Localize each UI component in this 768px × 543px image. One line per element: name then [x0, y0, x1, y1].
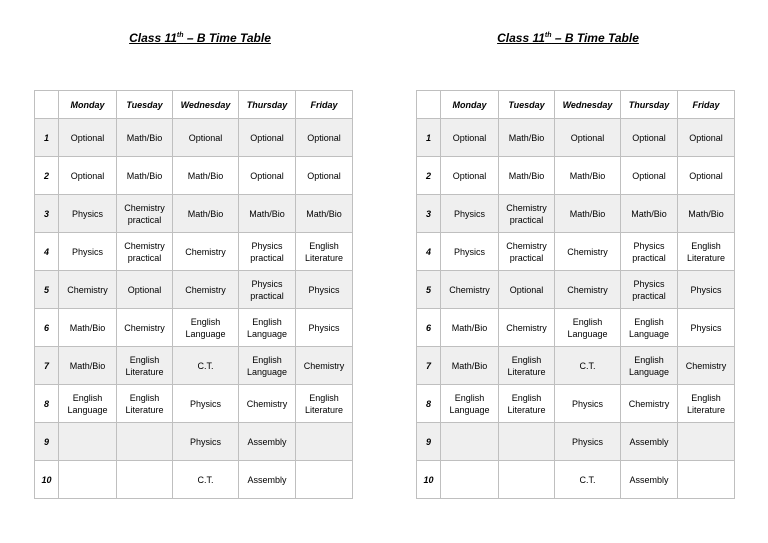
- period-number: 6: [417, 309, 441, 347]
- subject-cell: Optional: [441, 157, 499, 195]
- period-number: 8: [35, 385, 59, 423]
- subject-cell: Chemistry: [555, 271, 621, 309]
- period-row: [35, 423, 353, 461]
- period-row: [35, 309, 353, 347]
- period-number: 10: [417, 461, 441, 499]
- day-header: Friday: [296, 91, 353, 119]
- subject-cell: English Language: [173, 309, 239, 347]
- period-row: [35, 119, 353, 157]
- subject-cell: English Literature: [117, 385, 173, 423]
- subject-cell: Chemistry: [621, 385, 678, 423]
- subject-cell: Optional: [59, 119, 117, 157]
- subject-cell: English Language: [239, 347, 296, 385]
- subject-cell: English Language: [239, 309, 296, 347]
- subject-cell: Math/Bio: [117, 119, 173, 157]
- subject-cell: Optional: [441, 119, 499, 157]
- period-row: [417, 423, 735, 461]
- subject-cell: Math/Bio: [555, 157, 621, 195]
- subject-cell: Chemistry practical: [117, 233, 173, 271]
- period-number: 3: [417, 195, 441, 233]
- subject-cell: Chemistry: [499, 309, 555, 347]
- subject-cell: Math/Bio: [499, 157, 555, 195]
- day-header: Monday: [441, 91, 499, 119]
- period-row: [417, 119, 735, 157]
- subject-cell: C.T.: [555, 347, 621, 385]
- subject-cell: [117, 461, 173, 499]
- subject-cell: [678, 461, 735, 499]
- subject-cell: [296, 461, 353, 499]
- subject-cell: Optional: [296, 157, 353, 195]
- corner-cell: [35, 91, 59, 119]
- period-row: [35, 347, 353, 385]
- subject-cell: Physics: [555, 385, 621, 423]
- day-header: Wednesday: [555, 91, 621, 119]
- period-row: [417, 385, 735, 423]
- subject-cell: C.T.: [555, 461, 621, 499]
- corner-cell: [417, 91, 441, 119]
- subject-cell: Optional: [555, 119, 621, 157]
- day-header: Tuesday: [117, 91, 173, 119]
- subject-cell: Math/Bio: [59, 309, 117, 347]
- subject-cell: Physics: [59, 195, 117, 233]
- subject-cell: Assembly: [621, 423, 678, 461]
- period-number: 5: [35, 271, 59, 309]
- subject-cell: Optional: [678, 119, 735, 157]
- period-row: [417, 309, 735, 347]
- subject-cell: English Language: [621, 309, 678, 347]
- subject-cell: Physics: [678, 271, 735, 309]
- timetable-title-right: Class 11th – B Time Table: [497, 31, 639, 45]
- period-number: 7: [417, 347, 441, 385]
- subject-cell: Assembly: [239, 423, 296, 461]
- period-number: 7: [35, 347, 59, 385]
- subject-cell: English Literature: [117, 347, 173, 385]
- period-number: 8: [417, 385, 441, 423]
- period-row: [35, 157, 353, 195]
- period-row: [417, 157, 735, 195]
- subject-cell: English Literature: [296, 233, 353, 271]
- subject-cell: Chemistry: [555, 233, 621, 271]
- period-row: [417, 233, 735, 271]
- period-number: 6: [35, 309, 59, 347]
- subject-cell: Math/Bio: [555, 195, 621, 233]
- subject-cell: Math/Bio: [678, 195, 735, 233]
- period-row: [35, 271, 353, 309]
- subject-cell: [678, 423, 735, 461]
- subject-cell: Math/Bio: [173, 157, 239, 195]
- subject-cell: Physics practical: [239, 271, 296, 309]
- subject-cell: Optional: [678, 157, 735, 195]
- day-header: Friday: [678, 91, 735, 119]
- subject-cell: English Language: [621, 347, 678, 385]
- subject-cell: Optional: [239, 157, 296, 195]
- subject-cell: English Literature: [499, 347, 555, 385]
- subject-cell: English Literature: [678, 233, 735, 271]
- subject-cell: Chemistry: [59, 271, 117, 309]
- day-header: Thursday: [621, 91, 678, 119]
- subject-cell: [499, 461, 555, 499]
- subject-cell: [499, 423, 555, 461]
- subject-cell: Math/Bio: [621, 195, 678, 233]
- subject-cell: Optional: [59, 157, 117, 195]
- subject-cell: Math/Bio: [117, 157, 173, 195]
- subject-cell: Math/Bio: [59, 347, 117, 385]
- header-row: [417, 91, 735, 119]
- subject-cell: Optional: [621, 157, 678, 195]
- subject-cell: Chemistry practical: [499, 233, 555, 271]
- subject-cell: English Language: [441, 385, 499, 423]
- subject-cell: English Literature: [499, 385, 555, 423]
- day-header: Wednesday: [173, 91, 239, 119]
- period-row: [35, 233, 353, 271]
- subject-cell: Chemistry practical: [499, 195, 555, 233]
- subject-cell: Chemistry: [296, 347, 353, 385]
- subject-cell: Math/Bio: [239, 195, 296, 233]
- period-number: 9: [417, 423, 441, 461]
- subject-cell: Math/Bio: [173, 195, 239, 233]
- period-row: [417, 195, 735, 233]
- period-row: [417, 347, 735, 385]
- period-row: [417, 271, 735, 309]
- subject-cell: Math/Bio: [296, 195, 353, 233]
- subject-cell: Optional: [173, 119, 239, 157]
- subject-cell: Physics practical: [621, 271, 678, 309]
- subject-cell: Math/Bio: [441, 347, 499, 385]
- subject-cell: [117, 423, 173, 461]
- subject-cell: [59, 423, 117, 461]
- subject-cell: Math/Bio: [499, 119, 555, 157]
- period-number: 9: [35, 423, 59, 461]
- subject-cell: Physics practical: [239, 233, 296, 271]
- subject-cell: Physics: [173, 385, 239, 423]
- timetable-left: [34, 90, 353, 499]
- period-number: 2: [35, 157, 59, 195]
- period-number: 4: [417, 233, 441, 271]
- subject-cell: Chemistry: [173, 233, 239, 271]
- subject-cell: Physics: [173, 423, 239, 461]
- subject-cell: Optional: [296, 119, 353, 157]
- timetable-right: [416, 90, 735, 499]
- subject-cell: Chemistry: [239, 385, 296, 423]
- subject-cell: Physics: [296, 271, 353, 309]
- subject-cell: English Language: [555, 309, 621, 347]
- subject-cell: Chemistry: [678, 347, 735, 385]
- period-row: [417, 461, 735, 499]
- period-row: [35, 461, 353, 499]
- subject-cell: Physics practical: [621, 233, 678, 271]
- subject-cell: Physics: [441, 233, 499, 271]
- subject-cell: [441, 423, 499, 461]
- subject-cell: Physics: [441, 195, 499, 233]
- subject-cell: Chemistry: [117, 309, 173, 347]
- subject-cell: Optional: [621, 119, 678, 157]
- subject-cell: Assembly: [239, 461, 296, 499]
- subject-cell: [59, 461, 117, 499]
- period-number: 3: [35, 195, 59, 233]
- day-header: Thursday: [239, 91, 296, 119]
- timetable-title-left: Class 11th – B Time Table: [129, 31, 271, 45]
- subject-cell: Physics: [678, 309, 735, 347]
- period-number: 2: [417, 157, 441, 195]
- subject-cell: Optional: [117, 271, 173, 309]
- subject-cell: Physics: [555, 423, 621, 461]
- period-number: 1: [35, 119, 59, 157]
- header-row: [35, 91, 353, 119]
- subject-cell: Math/Bio: [441, 309, 499, 347]
- period-number: 1: [417, 119, 441, 157]
- period-number: 10: [35, 461, 59, 499]
- day-header: Monday: [59, 91, 117, 119]
- subject-cell: Chemistry practical: [117, 195, 173, 233]
- period-row: [35, 385, 353, 423]
- subject-cell: C.T.: [173, 347, 239, 385]
- subject-cell: Chemistry: [173, 271, 239, 309]
- period-number: 5: [417, 271, 441, 309]
- subject-cell: C.T.: [173, 461, 239, 499]
- subject-cell: Physics: [296, 309, 353, 347]
- subject-cell: Optional: [239, 119, 296, 157]
- subject-cell: Chemistry: [441, 271, 499, 309]
- subject-cell: English Literature: [678, 385, 735, 423]
- day-header: Tuesday: [499, 91, 555, 119]
- subject-cell: Assembly: [621, 461, 678, 499]
- subject-cell: Physics: [59, 233, 117, 271]
- subject-cell: English Literature: [296, 385, 353, 423]
- period-number: 4: [35, 233, 59, 271]
- subject-cell: Optional: [499, 271, 555, 309]
- period-row: [35, 195, 353, 233]
- subject-cell: [441, 461, 499, 499]
- subject-cell: English Language: [59, 385, 117, 423]
- subject-cell: [296, 423, 353, 461]
